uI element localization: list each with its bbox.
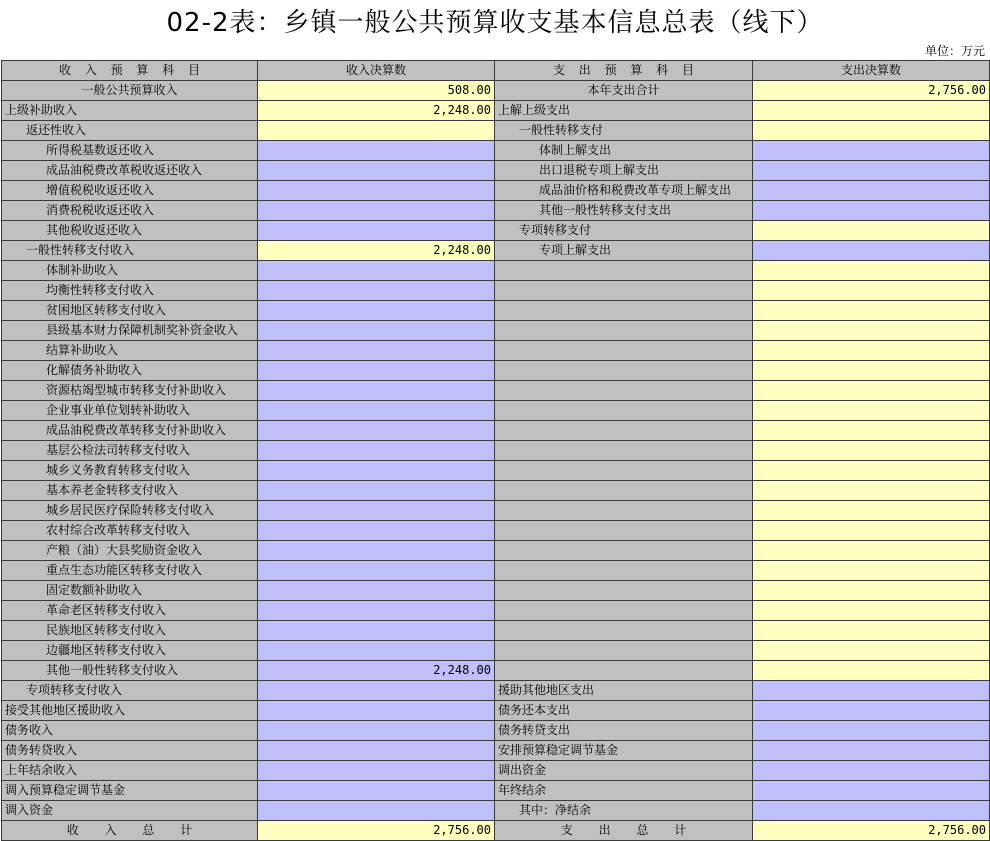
income-amount-cell[interactable] [258,441,495,461]
table-row [2,701,990,721]
expense-subject-cell [495,561,753,581]
income-subject-cell: 革命老区转移支付收入 [2,601,258,621]
income-subject-cell: 成品油税费改革税收返还收入 [2,161,258,181]
expense-amount-cell[interactable] [753,401,990,421]
income-amount-cell[interactable] [258,761,495,781]
income-amount-cell[interactable] [258,221,495,241]
income-amount-cell[interactable]: 2,248.00 [258,661,495,681]
expense-total-value: 2,756.00 [753,821,990,841]
expense-amount-cell[interactable] [753,541,990,561]
income-amount-cell[interactable] [258,721,495,741]
table-row [2,501,990,521]
income-amount-cell[interactable] [258,181,495,201]
income-amount-cell[interactable] [258,801,495,821]
table-row [2,641,990,661]
table-row [2,141,990,161]
total-row [2,821,990,841]
income-amount-cell[interactable] [258,381,495,401]
expense-amount-cell[interactable] [753,801,990,821]
expense-subject-cell: 本年支出合计 [495,81,753,101]
expense-subject-cell: 一般性转移支付 [495,121,753,141]
income-subject-cell: 专项转移支付收入 [2,681,258,701]
income-subject-cell: 基本养老金转移支付收入 [2,481,258,501]
income-amount-cell[interactable] [258,701,495,721]
income-subject-cell: 债务收入 [2,721,258,741]
expense-subject-cell: 其他一般性转移支付支出 [495,201,753,221]
income-subject-cell: 所得税基数返还收入 [2,141,258,161]
income-subject-cell: 调入预算稳定调节基金 [2,781,258,801]
expense-subject-cell [495,581,753,601]
income-subject-cell: 资源枯竭型城市转移支付补助收入 [2,381,258,401]
income-subject-cell: 化解债务补助收入 [2,361,258,381]
table-row [2,301,990,321]
income-subject-cell: 结算补助收入 [2,341,258,361]
income-amount-cell[interactable] [258,741,495,761]
income-subject-cell: 其他税收返还收入 [2,221,258,241]
table-row [2,721,990,741]
expense-amount-cell[interactable] [753,741,990,761]
page-title: 02-2表：乡镇一般公共预算收支基本信息总表（线下） [166,8,824,38]
income-amount-cell[interactable] [258,781,495,801]
income-subject-cell: 民族地区转移支付收入 [2,621,258,641]
expense-subject-cell [495,661,753,681]
expense-subject-cell [495,401,753,421]
expense-subject-cell: 体制上解支出 [495,141,753,161]
income-amount-cell[interactable] [258,681,495,701]
unit-label: 单位：万元 [924,44,985,58]
expense-amount-cell[interactable] [753,521,990,541]
table-row [2,361,990,381]
income-amount-cell[interactable] [258,481,495,501]
income-amount-cell[interactable] [258,621,495,641]
expense-amount-cell[interactable] [753,261,990,281]
income-subject-cell: 接受其他地区援助收入 [2,701,258,721]
expense-amount-cell[interactable] [753,661,990,681]
expense-amount-cell[interactable] [753,781,990,801]
expense-amount-cell[interactable] [753,101,990,121]
table-row [2,761,990,781]
header-income-subject: 收 入 预 算 科 目 [2,61,258,81]
income-amount-cell[interactable] [258,421,495,441]
table-row [2,281,990,301]
expense-subject-cell [495,301,753,321]
income-amount-cell[interactable] [258,581,495,601]
expense-subject-cell [495,641,753,661]
table-row [2,321,990,341]
income-subject-cell: 成品油税费改革转移支付补助收入 [2,421,258,441]
table-row [2,181,990,201]
expense-amount-cell[interactable] [753,481,990,501]
expense-subject-cell: 调出资金 [495,761,753,781]
income-subject-cell: 固定数额补助收入 [2,581,258,601]
table-row [2,121,990,141]
expense-subject-cell [495,321,753,341]
expense-subject-cell [495,481,753,501]
table-row [2,161,990,181]
budget-table [1,60,990,841]
expense-amount-cell[interactable] [753,141,990,161]
income-amount-cell[interactable] [258,321,495,341]
header-income-amount: 收入决算数 [258,61,495,81]
income-amount-cell[interactable] [258,141,495,161]
budget-table-body [2,61,990,841]
table-row [2,341,990,361]
income-amount-cell[interactable] [258,641,495,661]
table-row [2,681,990,701]
table-row [2,241,990,261]
income-amount-cell[interactable] [258,401,495,421]
table-row [2,481,990,501]
income-amount-cell[interactable]: 508.00 [258,81,495,101]
income-amount-cell[interactable] [258,121,495,141]
expense-amount-cell[interactable] [753,341,990,361]
header-expense-amount: 支出决算数 [753,61,990,81]
expense-amount-cell[interactable] [753,241,990,261]
income-subject-cell: 均衡性转移支付收入 [2,281,258,301]
expense-amount-cell[interactable] [753,561,990,581]
expense-amount-cell[interactable] [753,201,990,221]
income-amount-cell[interactable] [258,461,495,481]
income-subject-cell: 返还性收入 [2,121,258,141]
income-amount-cell[interactable] [258,301,495,321]
table-row [2,661,990,681]
expense-amount-cell[interactable] [753,181,990,201]
expense-subject-cell: 成品油价格和税费改革专项上解支出 [495,181,753,201]
expense-subject-cell [495,601,753,621]
expense-amount-cell[interactable] [753,581,990,601]
table-row [2,201,990,221]
expense-subject-cell [495,621,753,641]
income-amount-cell[interactable] [258,501,495,521]
expense-amount-cell[interactable] [753,221,990,241]
expense-amount-cell[interactable] [753,601,990,621]
income-amount-cell[interactable] [258,261,495,281]
table-row [2,101,990,121]
income-subject-cell: 城乡义务教育转移支付收入 [2,461,258,481]
expense-amount-cell[interactable] [753,721,990,741]
expense-subject-cell [495,541,753,561]
income-subject-cell: 城乡居民医疗保险转移支付收入 [2,501,258,521]
table-row [2,441,990,461]
income-amount-cell[interactable] [258,161,495,181]
expense-amount-cell[interactable] [753,641,990,661]
expense-amount-cell[interactable] [753,681,990,701]
income-subject-cell: 上年结余收入 [2,761,258,781]
income-subject-cell: 消费税税收返还收入 [2,201,258,221]
expense-amount-cell[interactable] [753,121,990,141]
income-amount-cell[interactable]: 2,248.00 [258,101,495,121]
expense-amount-cell[interactable] [753,441,990,461]
income-total-label: 收 入 总 计 [2,821,258,841]
expense-subject-cell [495,441,753,461]
expense-subject-cell: 专项转移支付 [495,221,753,241]
table-row [2,261,990,281]
table-row [2,461,990,481]
table-row [2,561,990,581]
expense-amount-cell[interactable] [753,281,990,301]
expense-subject-cell: 专项上解支出 [495,241,753,261]
table-row [2,581,990,601]
income-amount-cell[interactable] [258,361,495,381]
expense-subject-cell [495,381,753,401]
expense-amount-cell[interactable] [753,361,990,381]
table-row [2,421,990,441]
expense-subject-cell [495,361,753,381]
income-subject-cell: 调入资金 [2,801,258,821]
expense-subject-cell: 出口退税专项上解支出 [495,161,753,181]
table-row [2,401,990,421]
expense-amount-cell[interactable] [753,501,990,521]
expense-amount-cell[interactable] [753,381,990,401]
table-row [2,601,990,621]
table-row [2,521,990,541]
income-subject-cell: 重点生态功能区转移支付收入 [2,561,258,581]
income-subject-cell: 边疆地区转移支付收入 [2,641,258,661]
expense-subject-cell: 年终结余 [495,781,753,801]
expense-subject-cell [495,461,753,481]
expense-amount-cell[interactable]: 2,756.00 [753,81,990,101]
expense-subject-cell [495,501,753,521]
income-subject-cell: 其他一般性转移支付收入 [2,661,258,681]
table-row [2,541,990,561]
income-subject-cell: 农村综合改革转移支付收入 [2,521,258,541]
expense-subject-cell: 上解上级支出 [495,101,753,121]
expense-subject-cell [495,421,753,441]
expense-subject-cell: 安排预算稳定调节基金 [495,741,753,761]
header-expense-subject: 支 出 预 算 科 目 [495,61,753,81]
income-amount-cell[interactable] [258,201,495,221]
income-amount-cell[interactable] [258,281,495,301]
expense-amount-cell[interactable] [753,321,990,341]
income-total-value: 2,756.00 [258,821,495,841]
income-amount-cell[interactable] [258,341,495,361]
income-subject-cell: 贫困地区转移支付收入 [2,301,258,321]
income-subject-cell: 体制补助收入 [2,261,258,281]
expense-subject-cell [495,261,753,281]
income-amount-cell[interactable] [258,521,495,541]
header-row [2,61,990,81]
income-subject-cell: 产粮（油）大县奖励资金收入 [2,541,258,561]
expense-amount-cell[interactable] [753,161,990,181]
income-subject-cell: 县级基本财力保障机制奖补资金收入 [2,321,258,341]
table-row [2,741,990,761]
income-subject-cell: 一般性转移支付收入 [2,241,258,261]
table-row [2,81,990,101]
income-subject-cell: 债务转贷收入 [2,741,258,761]
table-row [2,621,990,641]
expense-amount-cell[interactable] [753,621,990,641]
expense-total-label: 支 出 总 计 [495,821,753,841]
expense-subject-cell: 其中：净结余 [495,801,753,821]
income-subject-cell: 上级补助收入 [2,101,258,121]
expense-subject-cell: 债务还本支出 [495,701,753,721]
expense-amount-cell[interactable] [753,301,990,321]
income-subject-cell: 企业事业单位划转补助收入 [2,401,258,421]
expense-subject-cell: 债务转贷支出 [495,721,753,741]
expense-amount-cell[interactable] [753,461,990,481]
income-amount-cell[interactable] [258,601,495,621]
table-row [2,781,990,801]
income-subject-cell: 基层公检法司转移支付收入 [2,441,258,461]
income-amount-cell[interactable]: 2,248.00 [258,241,495,261]
income-subject-cell: 一般公共预算收入 [2,81,258,101]
expense-amount-cell[interactable] [753,701,990,721]
expense-amount-cell[interactable] [753,761,990,781]
expense-subject-cell [495,521,753,541]
income-subject-cell: 增值税税收返还收入 [2,181,258,201]
expense-subject-cell: 援助其他地区支出 [495,681,753,701]
table-row [2,381,990,401]
income-amount-cell[interactable] [258,541,495,561]
expense-subject-cell [495,341,753,361]
table-row [2,221,990,241]
expense-amount-cell[interactable] [753,421,990,441]
table-row [2,801,990,821]
income-amount-cell[interactable] [258,561,495,581]
expense-subject-cell [495,281,753,301]
